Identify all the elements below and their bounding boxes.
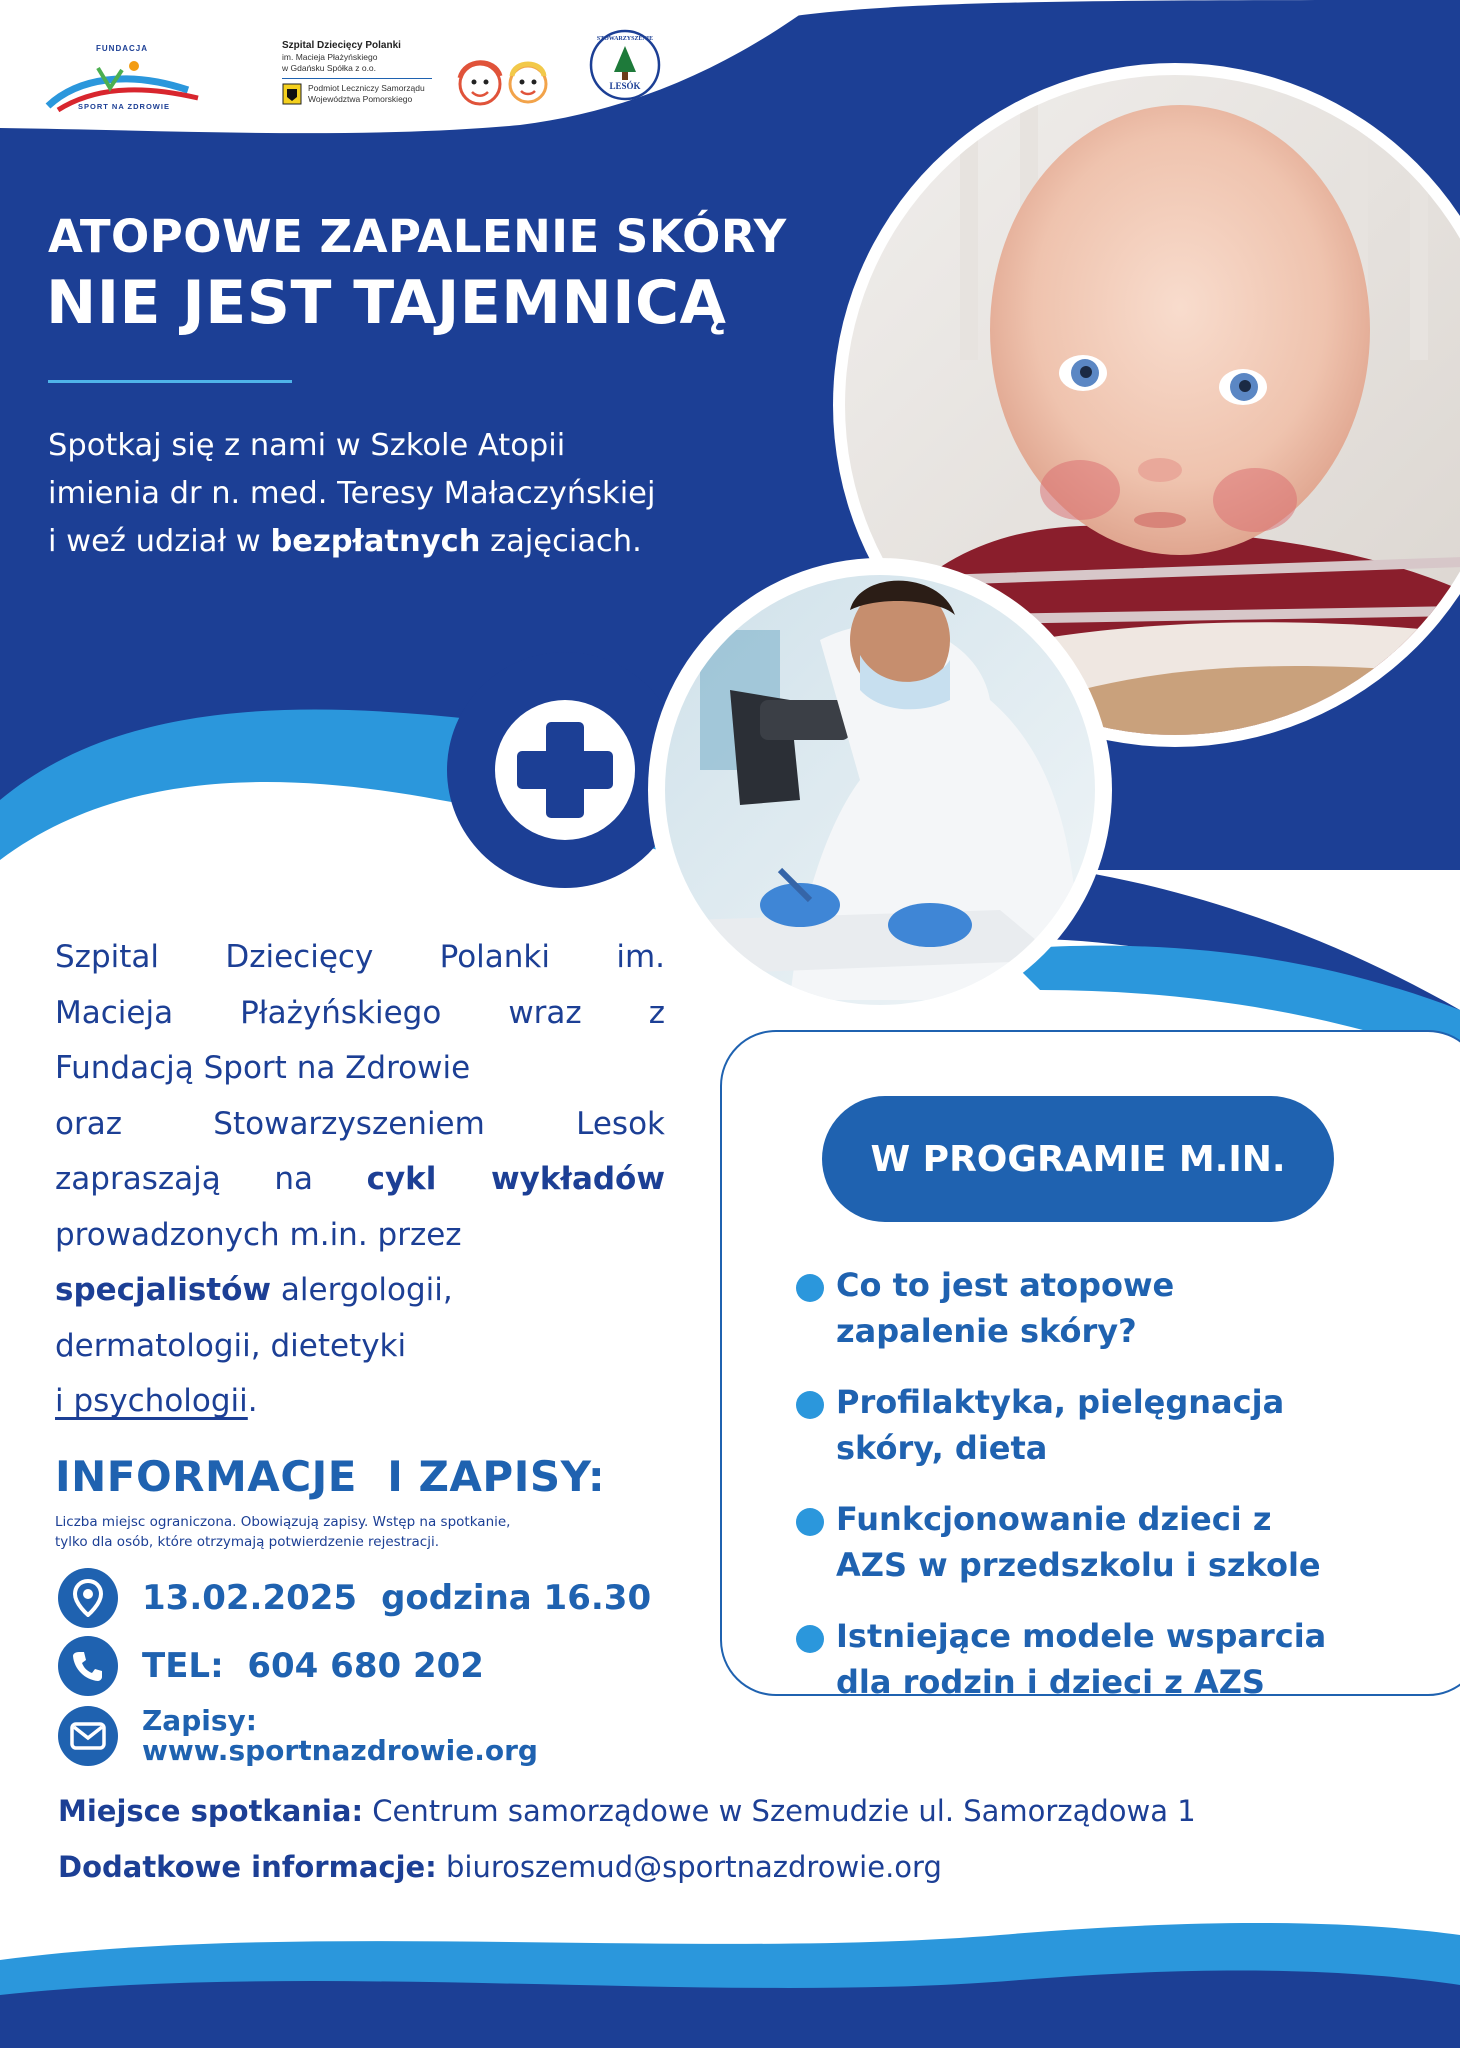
info-note: Liczba miejsc ograniczona. Obowiązują zapisy. Wstęp na spotkanie, tylko dla osób, które otrzymają potwierdzenie rejestracji. — [55, 1514, 511, 1550]
event-time: godzina 16.30 — [381, 1578, 652, 1618]
phone-row — [58, 1636, 484, 1696]
title-divider — [48, 380, 292, 383]
children-faces-icon — [450, 50, 550, 108]
bullet-dot-icon — [796, 1625, 824, 1653]
bullet-dot-icon — [796, 1508, 824, 1536]
list-item: Funkcjonowanie dzieci z AZS w przedszkolu i szkole — [796, 1496, 1416, 1588]
pomorskie-crest-icon — [282, 83, 302, 105]
location-pin-icon — [58, 1568, 118, 1628]
phone-icon — [58, 1636, 118, 1696]
hospital-logo: Szpital Dziecięcy Polanki im. Macieja Płażyńskiego w Gdańsku Spółka z o.o. Podmiot Leczniczy Samorządu Województwa Pomorskiego — [282, 40, 432, 105]
meeting-place: Miejsce spotkania: Centrum samorządowe w Szemudzie ul. Samorządowa 1 — [58, 1794, 1196, 1828]
association-logo: STOWARZYSZENIE LESÓK — [588, 28, 662, 102]
intro-text: Spotkaj się z nami w Szkole Atopii imienia dr n. med. Teresy Małaczyńskiej i weź udział w bezpłatnych zajęciach. — [48, 428, 656, 559]
invitation-text: Szpital Dziecięcy Polanki im. Macieja Płażyńskiego wraz z Fundacją Sport na Zdrowie oraz Stowarzyszeniem Lesok zapraszają na cykl wykładów prowadzonych m.in. przez specjalistów alergologii, dermatologii, dietetyki i psychologii. — [55, 939, 665, 1419]
contact-email[interactable]: biuroszemud@sportnazdrowie.org — [436, 1850, 942, 1884]
list-item: Co to jest atopowe zapalenie skóry? — [796, 1262, 1416, 1354]
list-item: Istniejące modele wsparcia dla rodzin i dzieci z AZS — [796, 1613, 1416, 1705]
bullet-dot-icon — [796, 1391, 824, 1419]
signup-url[interactable]: www.sportnazdrowie.org — [142, 1734, 538, 1767]
foundation-logo: FUNDACJA SPORT NA ZDROWIE — [38, 34, 208, 120]
signup-label: Zapisy: — [142, 1704, 257, 1737]
bullet-dot-icon — [796, 1274, 824, 1302]
program-list — [796, 1262, 1416, 1730]
program-heading: W PROGRAMIE M.IN. — [870, 1138, 1286, 1180]
info-heading: INFORMACJE I ZAPISY: — [55, 1452, 606, 1501]
title-line-2: NIE JEST TAJEMNICĄ — [46, 268, 727, 338]
contact-info: Dodatkowe informacje: biuroszemud@sportnazdrowie.org — [58, 1850, 942, 1884]
date-row — [58, 1568, 651, 1628]
title-line-1: ATOPOWE ZAPALENIE SKÓRY — [48, 210, 787, 263]
program-heading-pill — [822, 1096, 1334, 1222]
list-item: Profilaktyka, pielęgnacja skóry, dieta — [796, 1379, 1416, 1471]
envelope-icon — [58, 1706, 118, 1766]
phone-number[interactable]: TEL: 604 680 202 — [142, 1646, 484, 1686]
event-date: 13.02.2025 — [142, 1578, 358, 1618]
signup-row — [58, 1706, 538, 1766]
